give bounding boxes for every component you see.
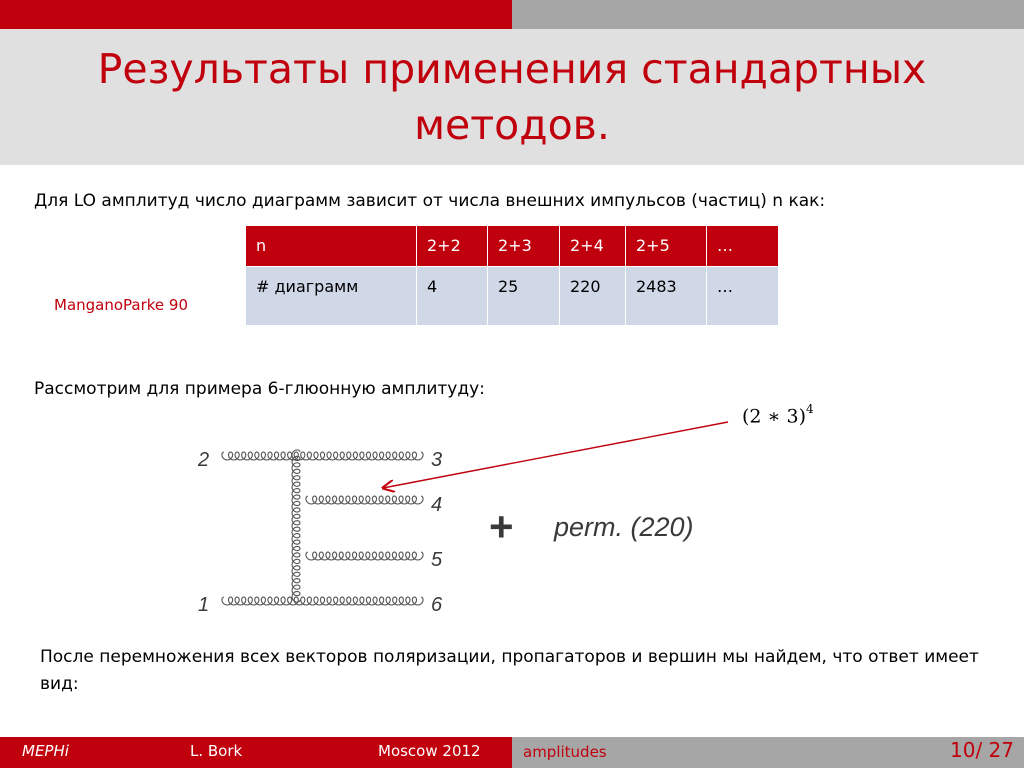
example-text: Рассмотрим для примера 6-глюонную амплитуду: — [34, 379, 485, 399]
header-cell-2-5: 2+5 — [626, 226, 707, 267]
gluon-lines — [222, 450, 423, 605]
header-cell-2-3: 2+3 — [488, 226, 560, 267]
permutations-label: perm. (220) — [554, 512, 694, 542]
footer-topic: amplitudes — [523, 743, 607, 761]
gluon-line-2-3 — [222, 452, 423, 460]
gluon-line-5 — [306, 552, 423, 560]
row-cell-ellipsis: … — [707, 267, 779, 326]
gluon-line-1-6 — [222, 597, 423, 605]
page-number: 10/ 27 — [950, 738, 1014, 762]
footer-author: L. Bork — [190, 742, 243, 760]
conclusion-text: После перемножения всех векторов поляризации, пропагаторов и вершин мы найдем, что ответ имеет вид: — [40, 647, 979, 694]
row-cell-2483: 2483 — [626, 267, 707, 326]
footer-institution: MEPHi — [22, 742, 69, 760]
row-cell-4: 4 — [417, 267, 488, 326]
intro-text: Для LO амплитуд число диаграмм зависит от числа внешних импульсов (частиц) n как: — [34, 191, 826, 211]
footer-place-year: Moscow 2012 — [378, 742, 481, 760]
leg-label-3: 3 — [431, 449, 443, 471]
gluon-line-vertical — [292, 450, 300, 602]
row-cell-label: # диаграмм — [246, 267, 417, 326]
leg-label-2: 2 — [198, 449, 210, 471]
row-cell-25: 25 — [488, 267, 560, 326]
slide-title: Результаты применения стандартных методов. — [97, 45, 927, 149]
leg-label-1: 1 — [198, 594, 210, 616]
header-cell-ellipsis: … — [707, 226, 779, 267]
header-cell-n: n — [246, 226, 417, 267]
reference-citation: ManganoParke 90 — [54, 296, 189, 314]
formula-base: (2 ∗ 3) — [742, 405, 806, 428]
plus-sign: + — [489, 503, 514, 550]
formula-exponent: 4 — [806, 402, 814, 416]
leg-label-5: 5 — [431, 549, 443, 571]
leg-label-6: 6 — [431, 594, 443, 616]
leg-label-4: 4 — [431, 494, 443, 516]
header-cell-2-2: 2+2 — [417, 226, 488, 267]
row-cell-220: 220 — [560, 267, 626, 326]
gluon-line-4 — [306, 496, 423, 504]
header-cell-2-4: 2+4 — [560, 226, 626, 267]
